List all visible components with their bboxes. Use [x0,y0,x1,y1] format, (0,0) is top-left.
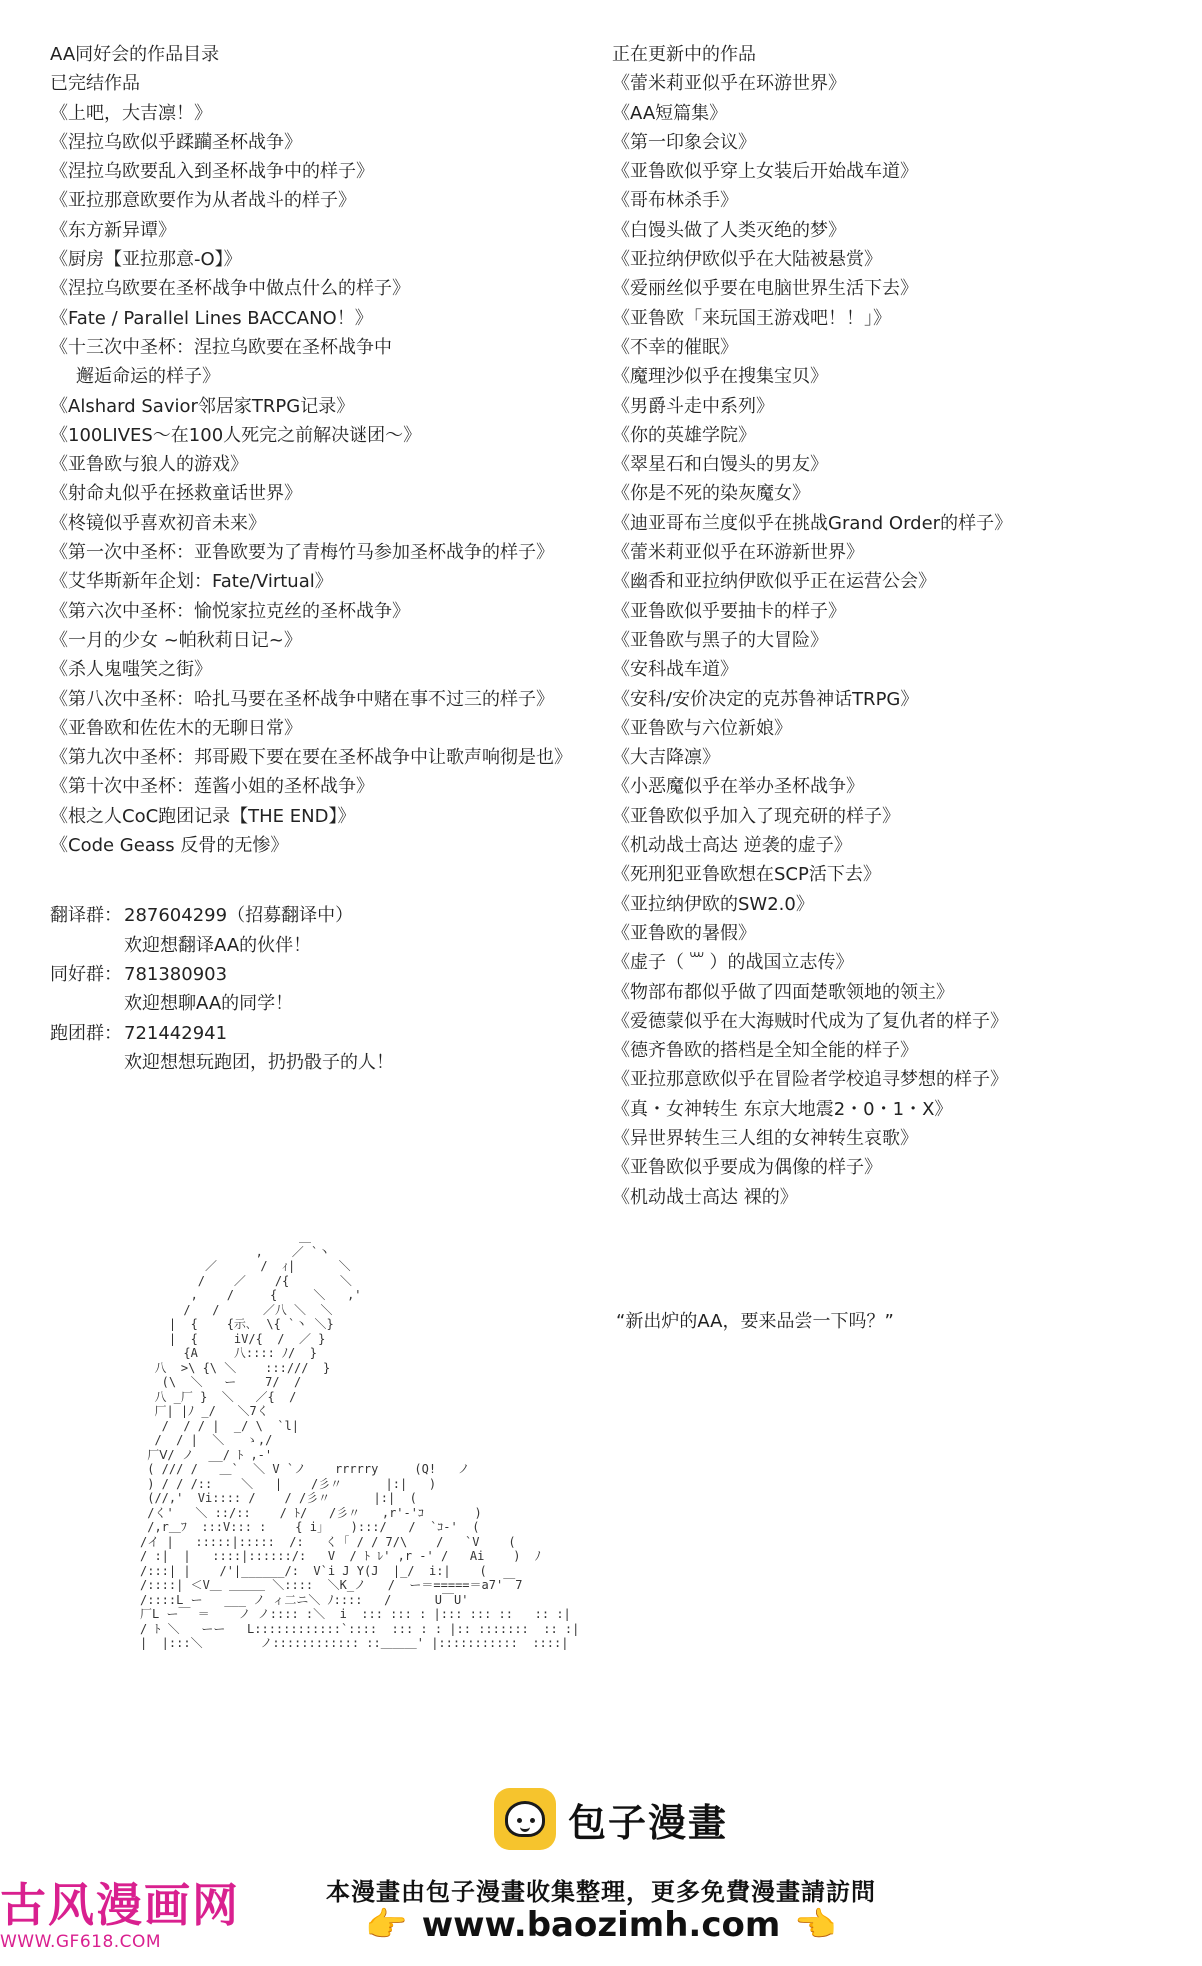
work-title: 《你是不死的染灰魔女》 [612,483,810,505]
qq-groups [50,901,610,1077]
work-title: 《Fate / Parallel Lines BACCANO！》 [50,307,373,329]
work-title: 《亚鲁欧似乎加入了现充研的样子》 [612,805,900,827]
ascii-art-illustration: ＿ , ／ `丶 ／ / ｨ| ＼ / ／ /{ ＼ , / { ＼ ,' / / ／八 ＼ ＼ | { {示､ \{ `丶 ＼} | { iV/{ / ／ } {A 八:::: ﾉ/ } 八 >\ {\ ＼ :::/// } (\ ＼ ー 7/ / 八 _厂 } ＼ ／{ / 厂| |ﾉ _/ ＼7く / / / | _/ \ `l| / / | ＼ ゝ,/ 厂Ⅴ/ ノ __/ ﾄ ,‐' ( /// / ＿` ＼ V `ノ rrrrry (Q! ノ ) / / /:: ＼ | /彡〃 |:| ) (//,' Vi:::: / / /彡〃 |:| ( /く' ＼ ::/:: / ﾄ/ /彡〃 ,r'‐'ｺ ) /,r＿ﾌ :::V::: : { i」 ):::/ / `ｺ-' ( /イ | :::::|::::: /: く「 / / 7/\ / `V ( / :| | ::::|::::::/: V / ﾄ ﾚ' ,r ‐' / Ai ) ﾉ /:::| | /'|______/: V`i J Y(J |_/ i:| ( /::::| ＜V＿ ＿＿＿ ＼:::: ＼K_ノ / ー＝=====＝a7'￣7 /::::L ー ___ ノ ィ二ニ＼ ﾉ:::: / U￣U' 厂L ー￣ ＝ ノ ノ:::: :＼ i ::: ::: : |::: ::: :: :: :| / ﾄ ＼ ーー L::::::::::::`:::: ::: : : |:: ::::::: :: :| | |:::＼ ノ:::::::::::: ::＿＿＿' |::::::::::: ::::| [140,1230,580,1650]
work-title: 《根之人CoC跑团记录【THE END】》 [50,805,356,827]
work-title: 《射命丸似乎在拯救童话世界》 [50,483,302,505]
work-title: 《真・女神转生 东京大地震2・0・1・X》 [612,1098,953,1120]
work-title: 《亚鲁欧与黑子的大冒险》 [612,629,828,651]
watermark-url: WWW.GF618.COM [0,1932,162,1952]
work-title: 《亚鲁欧与六位新娘》 [612,717,792,739]
work-title: 《不幸的催眠》 [612,336,738,358]
work-title: 《AA短篇集》 [612,102,728,124]
work-title: 《机动战士高达 裸的》 [612,1186,798,1208]
work-title: 《上吧，大吉凛！》 [50,102,212,124]
group-label: 翻译群： [50,905,122,927]
catalog-heading: AA同好会的作品目录 [50,44,220,65]
source-notice: 本漫畫由包子漫畫收集整理，更多免費漫畫請訪問 [326,1878,876,1906]
work-title: 《涅拉乌欧似乎蹂躏圣杯战争》 [50,131,302,153]
group-description: 欢迎想聊AA的同学！ [124,993,294,1015]
group-number: 781380903 [124,963,228,985]
work-title: 《亚鲁欧的暑假》 [612,922,756,944]
work-title: 《大吉降凛》 [612,747,720,769]
work-title: 《100LIVES～在100人死完之前解决谜团～》 [50,424,422,446]
work-title: 《爱丽丝似乎要在电脑世界生活下去》 [612,278,918,300]
baozi-logo[interactable] [494,1788,728,1850]
work-title: 《你的英雄学院》 [612,424,756,446]
work-title: 《哥布林杀手》 [612,190,738,212]
work-title: 《亚拉纳伊欧的SW2.0》 [612,893,814,915]
group-translation [50,901,610,930]
work-title: 《第六次中圣杯：愉悦家拉克丝的圣杯战争》 [50,600,410,622]
work-title: 《死刑犯亚鲁欧想在SCP活下去》 [612,864,881,886]
pointing-right-hand-icon: 👉 [365,1905,408,1945]
group-description: 欢迎想想玩跑团，扔扔骰子的人！ [124,1051,394,1073]
ongoing-works-heading: 正在更新中的作品 [612,44,756,65]
work-title: 《亚拉那意欧似乎在冒险者学校追寻梦想的样子》 [612,1069,1008,1091]
baozi-bun-icon [494,1788,556,1850]
group-description: 欢迎想翻译AA的伙伴！ [124,934,312,956]
completed-works-list [50,99,610,861]
ongoing-works-list [612,69,1172,1212]
brand-name: 包子漫畫 [568,1800,729,1845]
site-url-link[interactable]: www.baozimh.com [421,1905,781,1945]
work-title: 《涅拉乌欧要乱入到圣杯战争中的样子》 [50,161,374,183]
work-title: 《安科/安价决定的克苏鲁神话TRPG》 [612,688,919,710]
work-title: 《物部布都似乎做了四面楚歌领地的领主》 [612,981,954,1003]
work-title: 《第九次中圣杯：邦哥殿下要在要在圣杯战争中让歌声响彻是也》 [50,747,572,769]
work-title: 《亚鲁欧似乎要抽卡的样子》 [612,600,846,622]
work-title: 《亚鲁欧似乎穿上女装后开始战车道》 [612,161,918,183]
work-title: 《杀人鬼嗤笑之街》 [50,659,212,681]
work-title: 《蕾米莉亚似乎在环游新世界》 [612,542,864,564]
work-title: 《一月的少女 ~帕秋莉日记~》 [50,629,302,651]
completed-works-heading: 已完结作品 [50,73,140,95]
work-title: 《Alshard Savior邻居家TRPG记录》 [50,395,355,417]
work-title: 《虚子（ ꒶ ）的战国立志传》 [612,952,854,974]
work-title: 《东方新异谭》 [50,219,176,241]
work-title-continued: 邂逅命运的样子》 [76,366,220,388]
pointing-left-hand-icon: 👈 [794,1905,837,1945]
work-title: 《机动战士高达 逆袭的虚子》 [612,835,852,857]
group-label: 同好群： [50,963,122,985]
work-title: 《第一次中圣杯：亚鲁欧要为了青梅竹马参加圣杯战争的样子》 [50,542,554,564]
group-fans [50,960,610,989]
work-title: 《厨房【亚拉那意-O】》 [50,249,242,271]
work-title: 《十三次中圣杯：涅拉乌欧要在圣杯战争中 [50,336,392,358]
work-title: 《亚鲁欧和佐佐木的无聊日常》 [50,717,302,739]
work-title: 《亚拉那意欧要作为从者战斗的样子》 [50,190,356,212]
work-title: 《德齐鲁欧的搭档是全知全能的样子》 [612,1040,918,1062]
group-label: 跑团群： [50,1022,122,1044]
site-watermark [0,1878,240,1952]
work-title: 《异世界转生三人组的女神转生哀歌》 [612,1127,918,1149]
work-title: 《亚拉纳伊欧似乎在大陆被悬赏》 [612,249,882,271]
work-title: 《幽香和亚拉纳伊欧似乎正在运营公会》 [612,571,936,593]
work-title: 《第一印象会议》 [612,131,756,153]
work-title: 《第十次中圣杯：莲酱小姐的圣杯战争》 [50,776,374,798]
work-title: 《白馒头做了人类灭绝的梦》 [612,219,846,241]
work-title: 《Code Geass 反骨的无惨》 [50,835,289,857]
work-title: 《魔理沙似乎在搜集宝贝》 [612,366,828,388]
work-title: 《翠星石和白馒头的男友》 [612,454,828,476]
watermark-title: 古风漫画网 [0,1878,240,1932]
work-title: 《蕾米莉亚似乎在环游世界》 [612,73,846,95]
work-title: 《男爵斗走中系列》 [612,395,774,417]
work-title: 《亚鲁欧「来玩国王游戏吧！！」》 [612,307,891,329]
ascii-art-caption: “新出炉的AA，要来品尝一下吗？” [616,1311,894,1332]
work-title: 《柊镜似乎喜欢初音未来》 [50,512,266,534]
work-title: 《迪亚哥布兰度似乎在挑战Grand Order的样子》 [612,512,1013,534]
group-trpg [50,1019,610,1048]
work-title: 《安科战车道》 [612,659,738,681]
work-title: 《第八次中圣杯：哈扎马要在圣杯战争中赌在事不过三的样子》 [50,688,554,710]
work-title: 《涅拉乌欧要在圣杯战争中做点什么的样子》 [50,278,410,300]
group-number: 287604299（招募翻译中） [124,905,354,927]
left-column [50,40,610,1077]
group-number: 721442941 [124,1022,228,1044]
work-title: 《亚鲁欧似乎要成为偶像的样子》 [612,1157,882,1179]
work-title: 《爱德蒙似乎在大海贼时代成为了复仇者的样子》 [612,1010,1008,1032]
right-column [612,40,1172,1212]
work-title: 《艾华斯新年企划：Fate/Virtual》 [50,571,333,593]
work-title: 《亚鲁欧与狼人的游戏》 [50,454,248,476]
work-title: 《小恶魔似乎在举办圣杯战争》 [612,776,864,798]
